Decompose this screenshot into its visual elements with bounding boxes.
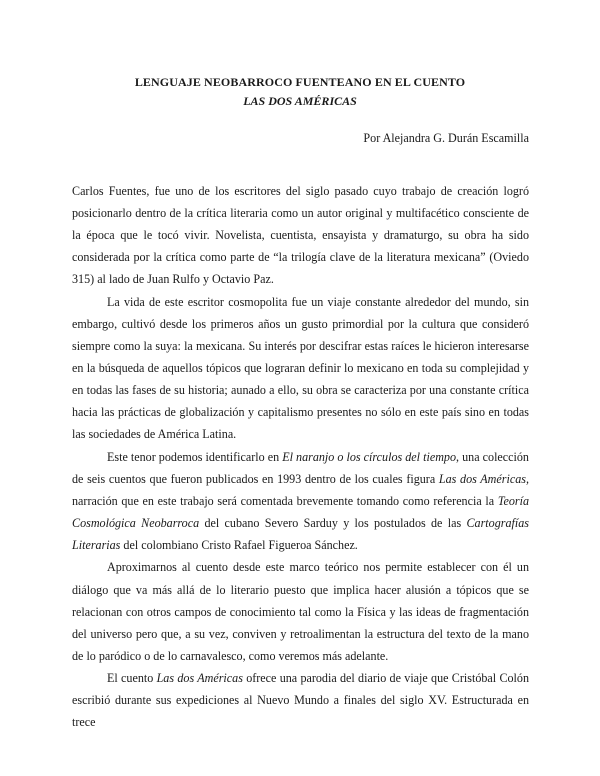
theory-title: Teoría Cosmológica Neobarroca <box>72 493 529 530</box>
paragraph-3 <box>72 446 529 556</box>
article-title: LENGUAJE NEOBARROCO FUENTEANO EN EL CUENTO <box>134 75 466 89</box>
paragraph-3-text: narración que en este trabajo será comentada brevemente tomando como referencia la <box>72 493 498 508</box>
paragraph-1: Carlos Fuentes, fue uno de los escritores del siglo pasado cuyo trabajo de creación logró posicionarlo dentro de la crítica literaria como un autor original y multifacético consciente de la época que le tocó vivir. Novelista, cuentista, ensayista y dramaturgo, su obra ha sido considerada por la crítica como parte de “la trilogía clave de la literatura mexicana” (Oviedo 315) al lado de Juan Rulfo y Octavio Paz. <box>72 184 529 287</box>
paragraph-3-text: , una colección de seis cuentos que fueron publicados en 1993 dentro de los cuales figura <box>72 449 529 486</box>
body-text <box>72 180 529 734</box>
story-title-las-dos-americas: Las dos Américas <box>156 671 243 686</box>
paragraph-4: Aproximarnos al cuento desde este marco teórico nos permite establecer con él un diálogo que va más allá de lo literario puesto que implica hacer alusión a tópicos que se relacionan con otros campos de conocimiento tal como la Física y las ideas de fragmentación del universo pero que, a su vez, conviven y retroalimentan la estructura del texto de la mano de lo paródico o de lo carnavalesco, como veremos más adelante. <box>72 560 529 663</box>
article-subtitle: LAS DOS AMÉRICAS <box>243 94 357 108</box>
paragraph-5-text: El cuento <box>107 671 157 686</box>
title-block <box>60 73 540 111</box>
story-title-las-dos-americas: Las dos Américas, <box>438 471 529 486</box>
paragraph-3-text: del colombiano Cristo Rafael Figueroa Sánchez. <box>120 538 358 553</box>
paragraph-5 <box>72 667 529 733</box>
book-title-el-naranjo: El naranjo o los círculos del tiempo <box>282 449 457 464</box>
paragraph-3-text: Este tenor podemos identificarlo en <box>107 449 283 464</box>
paragraph-2: La vida de este escritor cosmopolita fue un viaje constante alrededor del mundo, sin embargo, cultivó desde los primeros años un gusto primordial por la cultura que consideró siempre como la suya: la mexicana. Su interés por descifrar estas raíces le hicieron interesarse en la búsqueda de aquellos tópicos que lograran definir lo mexicano en toda su complejidad y en todas las fases de su historia; aunado a ello, su obra se caracteriza por una constante crítica hacia las prácticas de globalización y capitalismo presentes no sólo en este país sino en todas las sociedades de América Latina. <box>72 294 529 442</box>
paragraph-5-text: ofrece una parodia del diario de viaje que Cristóbal Colón escribió durante sus expediciones al Nuevo Mundo a finales del siglo XV. Estructurada en trece <box>72 671 530 730</box>
author-byline: Por Alejandra G. Durán Escamilla <box>363 131 529 145</box>
cartografias-title: Cartografías Literarias <box>72 516 529 553</box>
paragraph-3-text: del cubano Severo Sarduy y los postulados de las <box>199 516 467 530</box>
